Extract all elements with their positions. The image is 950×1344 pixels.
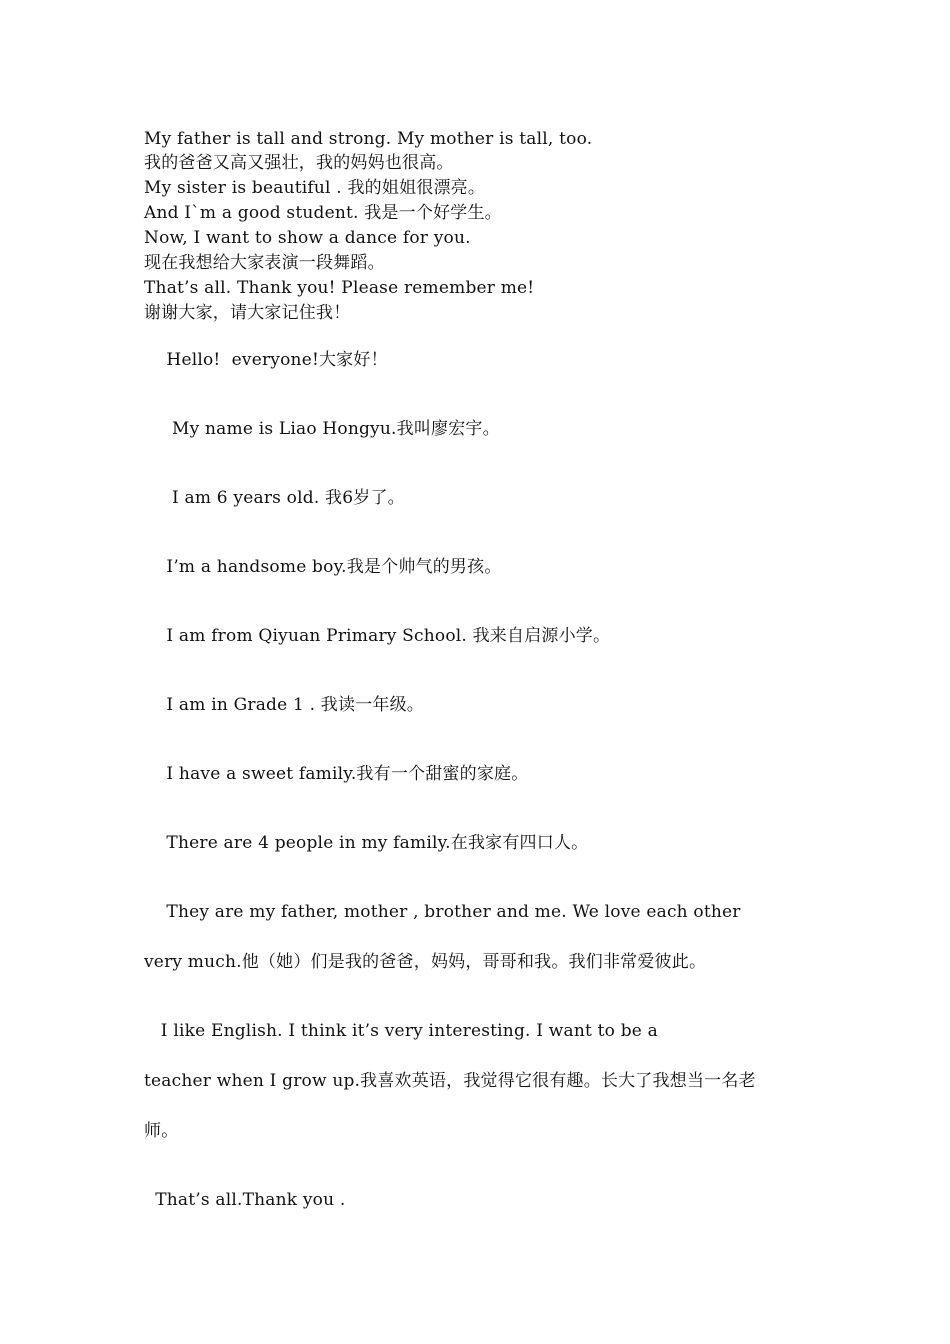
speech-line-10: very much.他（她）们是我的爸爸，妈妈，哥哥和我。我们非常爱彼此。 xyxy=(144,952,707,972)
text-line-4: And I`m a good student. 我是一个好学生。 xyxy=(144,203,502,223)
text-line-5: Now, I want to show a dance for you. xyxy=(144,228,471,248)
speech-line-1: Hello! everyone!大家好！ xyxy=(144,350,388,370)
text-line-6: 现在我想给大家表演一段舞蹈。 xyxy=(144,253,385,273)
text-line-1: My father is tall and strong. My mother is tall, too. xyxy=(144,129,593,149)
speech-line-9: They are my father, mother , brother and me. We love each other xyxy=(144,902,741,922)
text-line-7: That’s all. Thank you! Please remember me! xyxy=(144,278,535,298)
speech-line-7: I have a sweet family.我有一个甜蜜的家庭。 xyxy=(144,764,529,784)
text-line-8: 谢谢大家，请大家记住我！ xyxy=(144,303,351,323)
speech-line-4: I’m a handsome boy.我是个帅气的男孩。 xyxy=(144,557,502,577)
speech-line-2: My name is Liao Hongyu.我叫廖宏宇。 xyxy=(144,419,500,439)
speech-line-8: There are 4 people in my family.在我家有四口人。 xyxy=(144,833,589,853)
speech-line-14: That’s all.Thank you . xyxy=(144,1190,346,1210)
speech-line-11: I like English. I think it’s very interesting. I want to be a xyxy=(144,1021,658,1041)
speech-line-6: I am in Grade 1 . 我读一年级。 xyxy=(144,695,424,715)
text-line-2: 我的爸爸又高又强壮，我的妈妈也很高。 xyxy=(144,153,454,173)
text-line-3: My sister is beautiful . 我的姐姐很漂亮。 xyxy=(144,178,486,198)
speech-line-5: I am from Qiyuan Primary School. 我来自启源小学。 xyxy=(144,626,611,646)
speech-line-3: I am 6 years old. 我6岁了。 xyxy=(144,488,405,508)
speech-line-13: 师。 xyxy=(144,1121,179,1141)
speech-line-12: teacher when I grow up.我喜欢英语，我觉得它很有趣。长大了我想当一名老 xyxy=(144,1071,756,1091)
